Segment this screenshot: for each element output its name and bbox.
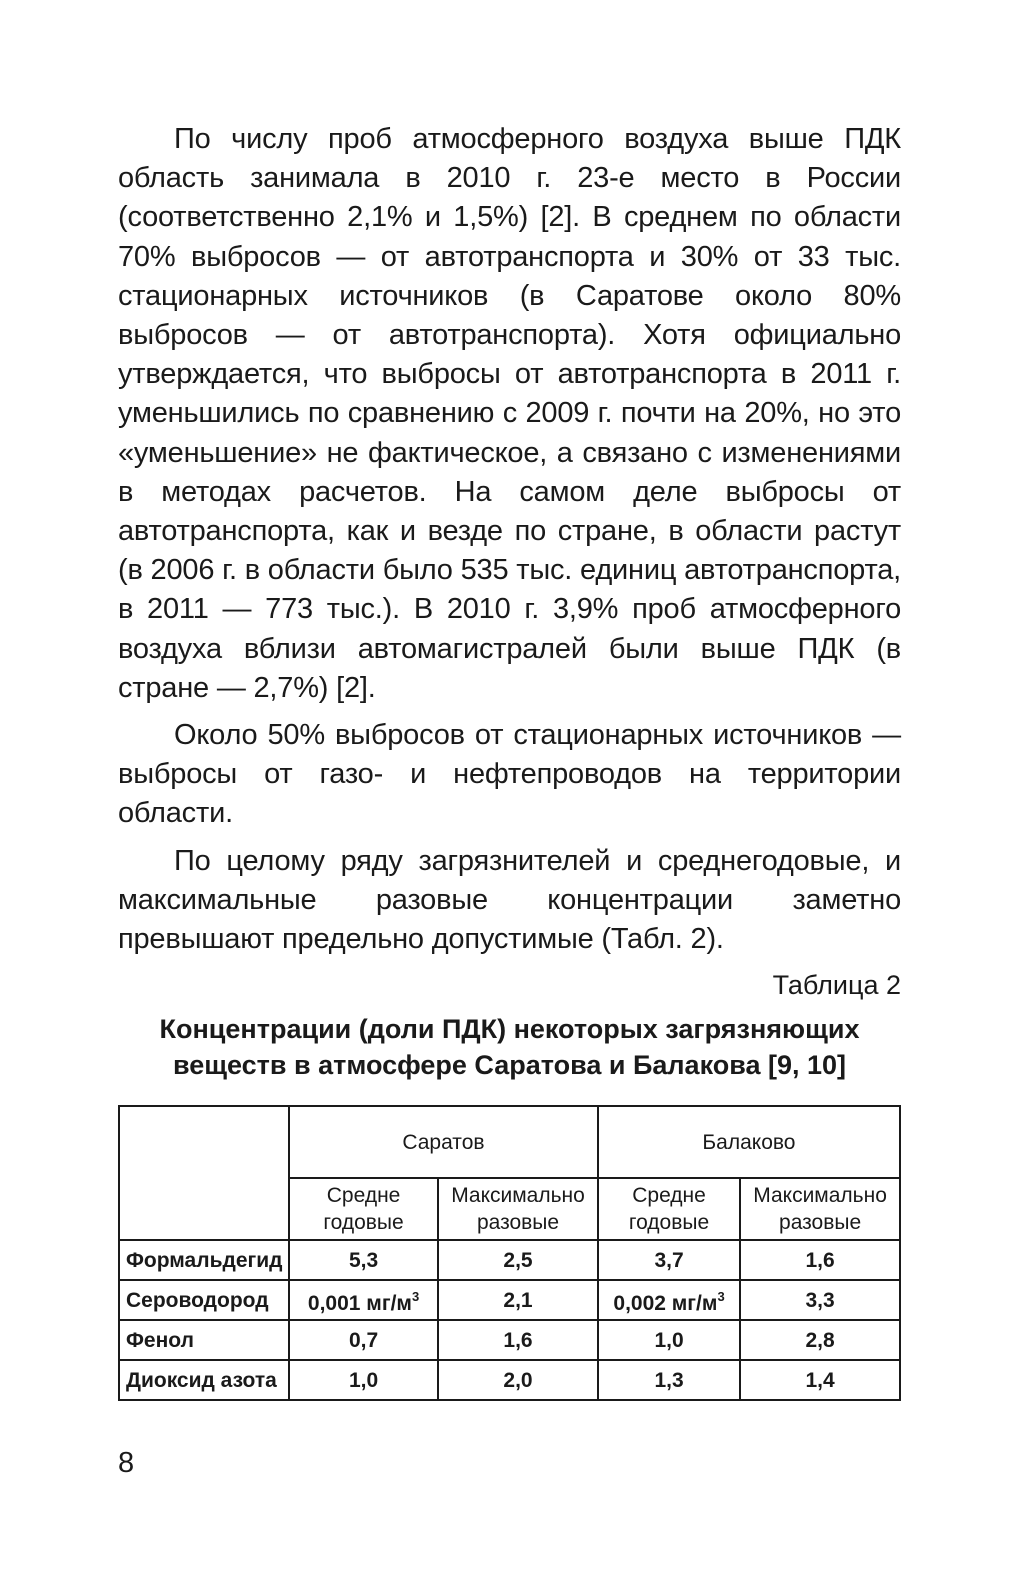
header-saratov-avg: Средне годовые [289,1178,438,1240]
header-balakovo-max: Максимально разовые [740,1178,900,1240]
row-label: Диоксид азота [119,1360,289,1400]
header-saratov-max: Максимально разовые [438,1178,598,1240]
header-city-balakovo: Балаково [598,1106,900,1178]
table-title-line-1: Концентрации (доли ПДК) некоторых загрязняющих [159,1014,860,1045]
table-row [119,1240,900,1280]
table-cell: 2,5 [438,1240,598,1280]
table-cell: 0,002 $мг/м^3$ [598,1280,740,1320]
page-body [118,120,901,1401]
table-cell: 1,0 [598,1320,740,1360]
table-cell: 0,7 [289,1320,438,1360]
table-cell: 1,6 [438,1320,598,1360]
table-row [119,1280,900,1320]
table-header-row-cities [119,1106,900,1178]
row-label: Формальдегид [119,1240,289,1280]
table-cell: 0,001 $мг/м^3$ [289,1280,438,1320]
row-label: Сероводород [119,1280,289,1320]
table-row [119,1360,900,1400]
table-cell: 1,0 [289,1360,438,1400]
table-cell: 1,6 [740,1240,900,1280]
paragraph-2: Около 50% выбросов от стационарных источников — выбросы от газо- и нефтепроводов на территории области. [118,719,901,830]
table-cell: 2,1 [438,1280,598,1320]
table-row [119,1320,900,1360]
header-city-saratov: Саратов [289,1106,598,1178]
paragraph-1: По числу проб атмосферного воздуха выше ПДК область занимала в 2010 г. 23-е место в России (соответственно 2,1% и 1,5%) [2]. В среднем по области 70% выбросов — от автотранспорта и 30% от 33 тыс. стационарных источников (в Саратове около 80% выбросов — от автотранспорта). Хотя официально утверждается, что выбросы от автотранспорта в 2011 г. уменьшились по сравнению с 2009 г. почти на 20%, но это «уменьшение» не фактическое, а связано с изменениями в методах расчетов. На самом деле выбросы от автотранспорта, как и везде по стране, в области растут (в 2006 г. в области было 535 тыс. единиц автотранспорта, в 2011 — 773 тыс.). В 2010 г. 3,9% проб атмосферного воздуха вблизи автомагистралей были выше ПДК (в стране — 2,7%) [2]. [118,123,901,704]
table-cell: 3,7 [598,1240,740,1280]
table-label: Таблица 2 [772,970,901,1001]
header-balakovo-avg: Средне годовые [598,1178,740,1240]
table-cell: 3,3 [740,1280,900,1320]
row-label: Фенол [119,1320,289,1360]
table-cell: 2,8 [740,1320,900,1360]
table-cell: 1,4 [740,1360,900,1400]
table-cell: 5,3 [289,1240,438,1280]
page-number: 8 [118,1447,135,1479]
table-title [118,1011,901,1083]
paragraph-3: По целому ряду загрязнителей и среднегодовые, и максимальные разовые концентрации заметно превышают предельно допустимые (Табл. 2). [118,844,901,956]
table-cell: 2,0 [438,1360,598,1400]
table-cell: 1,3 [598,1360,740,1400]
table-title-line-2: веществ в атмосфере Саратова и Балакова [9, 10] [172,1050,847,1081]
concentration-table [118,1105,901,1401]
table-corner-cell [119,1106,289,1240]
